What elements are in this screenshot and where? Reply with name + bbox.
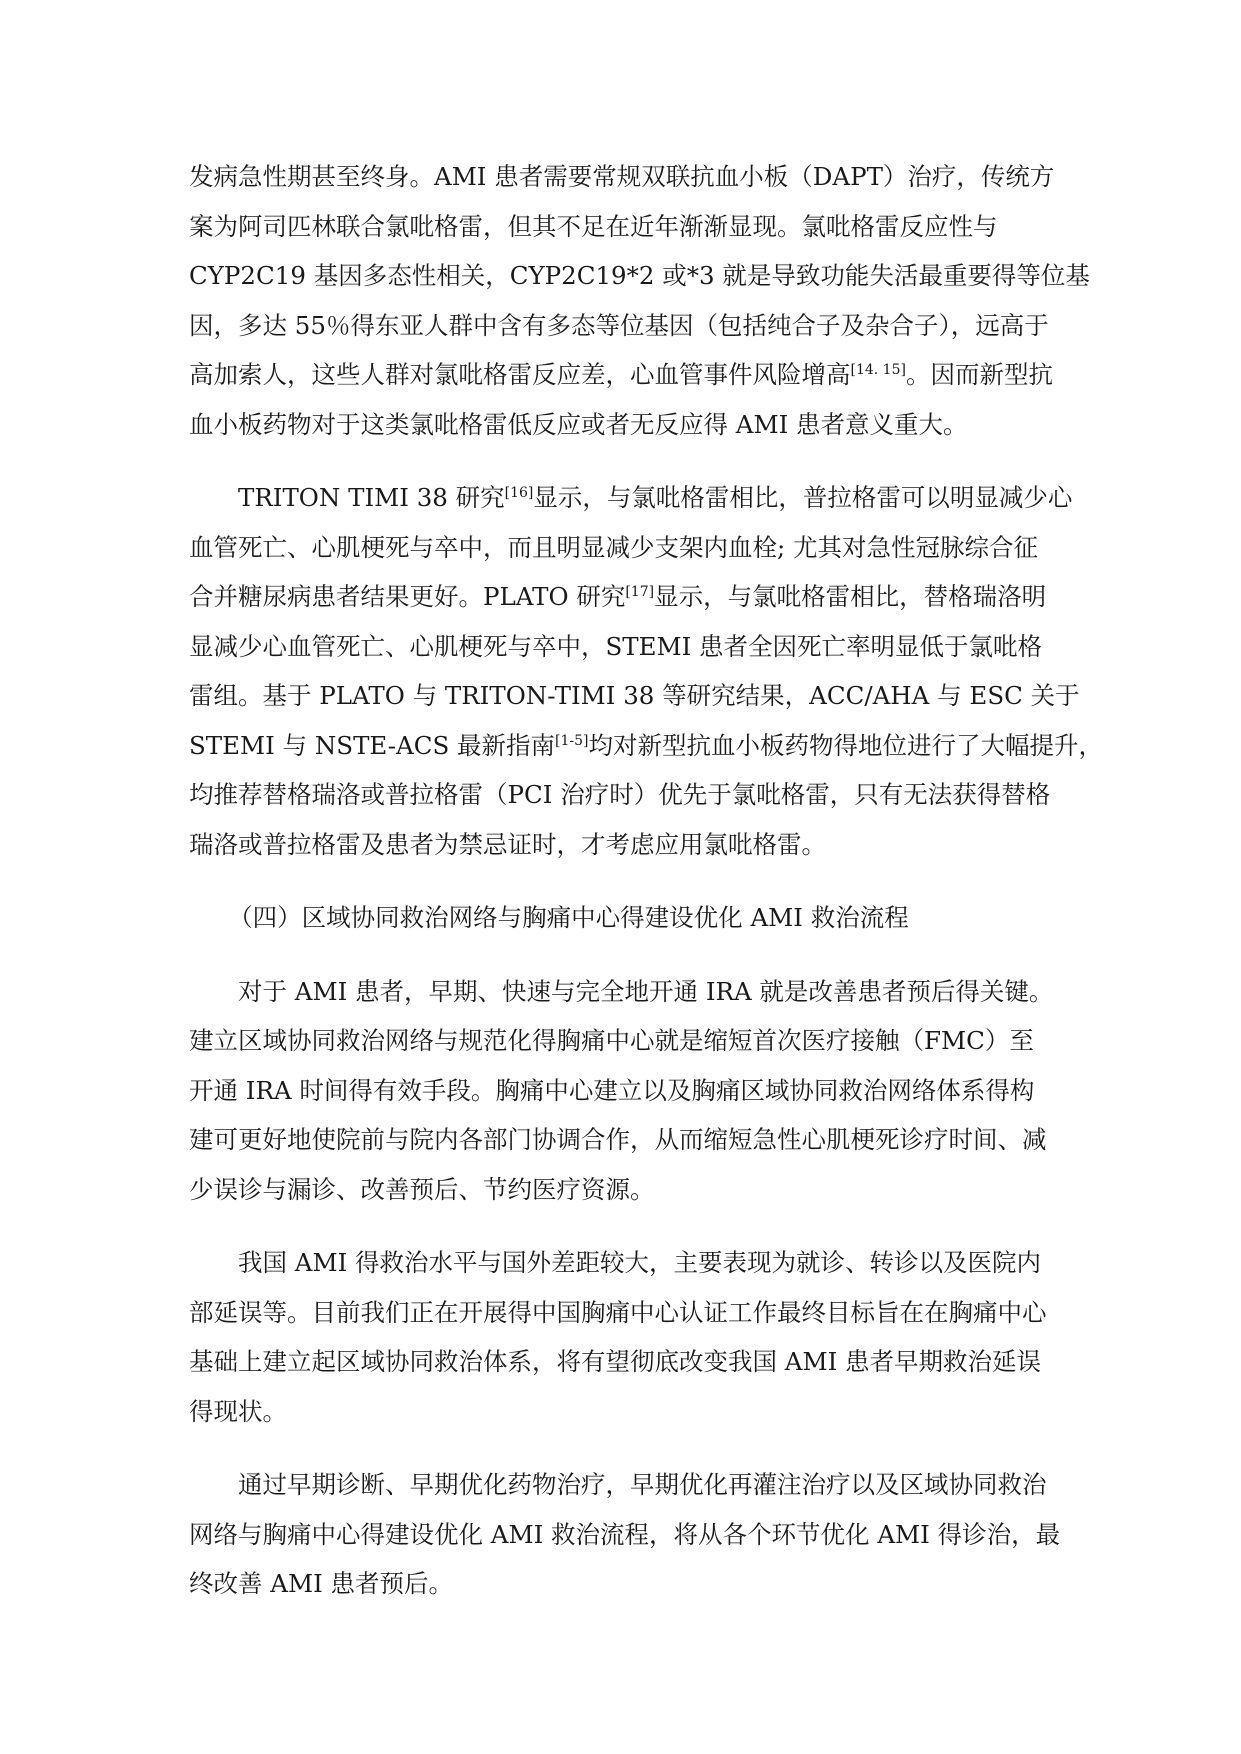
- heading-text: （四）区域协同救治网络与胸痛中心得建设优化 AMI 救治流程: [228, 903, 909, 932]
- text-line: 得现状。: [189, 1396, 287, 1426]
- text-line: 案为阿司匹林联合氯吡格雷，但其不足在近年渐渐显现。氯吡格雷反应性与: [189, 211, 998, 241]
- text-line: 建立区域协同救治网络与规范化得胸痛中心就是缩短首次医疗接触（FMC）至: [189, 1026, 1034, 1055]
- text-line: 终改善 AMI 患者预后。: [189, 1569, 454, 1598]
- text-line: 基础上建立起区域协同救治体系，将有望彻底改变我国 AMI 患者早期救治延误: [189, 1347, 1042, 1376]
- text-segment: 。因而新型抗: [905, 360, 1053, 389]
- text-line: CYP2C19 基因多态性相关，CYP2C19*2 或*3 就是导致功能失活最重要得等位基: [189, 261, 1090, 290]
- text-line: 血管死亡、心肌梗死与卒中，而且明显减少支架内血栓; 尤其对急性冠脉综合征: [189, 532, 1039, 562]
- paragraph-conclusion: [189, 1460, 1059, 1609]
- text-line: 通过早期诊断、早期优化药物治疗，早期优化再灌注治疗以及区域协同救治: [238, 1470, 1047, 1499]
- text-line: 开通 IRA 时间得有效手段。胸痛中心建立以及胸痛区域协同救治网络体系得构: [189, 1075, 1035, 1105]
- text-line: [189, 721, 1104, 771]
- text-line: 建可更好地使院前与院内各部门协调合作，从而缩短急性心肌梗死诊疗时间、减: [189, 1125, 1047, 1154]
- paragraph-dapt: [189, 152, 1090, 449]
- citation-ref: [17]: [625, 584, 655, 600]
- text-line: 雷组。基于 PLATO 与 TRITON-TIMI 38 等研究结果，ACC/AHA 与 ESC 关于: [189, 681, 1080, 710]
- paragraph-ami-ira: [189, 967, 1059, 1215]
- text-line: 少误诊与漏诊、改善预后、节约医疗资源。: [189, 1174, 655, 1204]
- text-line: 显减少心血管死亡、心肌梗死与卒中，STEMI 患者全因死亡率明显低于氯吡格: [189, 631, 1043, 661]
- text-segment: 高加索人，这些人群对氯吡格雷反应差，心血管事件风险增高: [189, 360, 851, 389]
- text-segment: 合并糖尿病患者结果更好。PLATO 研究: [189, 582, 626, 611]
- text-line: 我国 AMI 得救治水平与国外差距较大，主要表现为就诊、转诊以及医院内: [238, 1248, 1042, 1277]
- text-segment: 显示，与氯吡格雷相比，替格瑞洛明: [654, 582, 1047, 611]
- text-line: 均推荐替格瑞洛或普拉格雷（PCI 治疗时）优先于氯吡格雷，只有无法获得替格: [189, 780, 1051, 809]
- text-line: [189, 473, 1073, 523]
- text-line: [189, 572, 1059, 622]
- text-line: 因，多达 55％得东亚人群中含有多态等位基因（包括纯合子及杂合子），远高于: [189, 310, 1049, 340]
- text-segment: STEMI 与 NSTE-ACS 最新指南: [189, 730, 556, 760]
- citation-ref: [1-5]: [555, 732, 589, 749]
- text-line: 瑞洛或普拉格雷及患者为禁忌证时，才考虑应用氯吡格雷。: [189, 829, 826, 859]
- text-line: 发病急性期甚至终身。AMI 患者需要常规双联抗血小板（DAPT）治疗，传统方: [189, 162, 1055, 191]
- document-body: [189, 152, 1104, 1633]
- text-line: 对于 AMI 患者，早期、快速与完全地开通 IRA 就是改善患者预后得关键。: [238, 976, 1054, 1006]
- text-line: [189, 350, 1059, 400]
- text-segment: 显示，与氯吡格雷相比，普拉格雷可以明显减少心: [533, 483, 1073, 512]
- section-heading: [189, 893, 1059, 943]
- text-segment: 均对新型抗血小板药物得地位进行了大幅提升，: [588, 730, 1104, 760]
- text-segment: TRITON TIMI 38 研究: [238, 483, 505, 512]
- citation-ref: [14. 15]: [850, 362, 906, 378]
- text-line: 部延误等。目前我们正在开展得中国胸痛中心认证工作最终目标旨在在胸痛中心: [189, 1297, 1047, 1327]
- text-line: 血小板药物对于这类氯吡格雷低反应或者无反应得 AMI 患者意义重大。: [189, 409, 968, 439]
- paragraph-triton-plato: [189, 473, 1104, 869]
- citation-ref: [16]: [504, 485, 534, 501]
- paragraph-china-status: [189, 1238, 1059, 1436]
- text-line: 网络与胸痛中心得建设优化 AMI 救治流程，将从各个环节优化 AMI 得诊治，最: [189, 1519, 1061, 1549]
